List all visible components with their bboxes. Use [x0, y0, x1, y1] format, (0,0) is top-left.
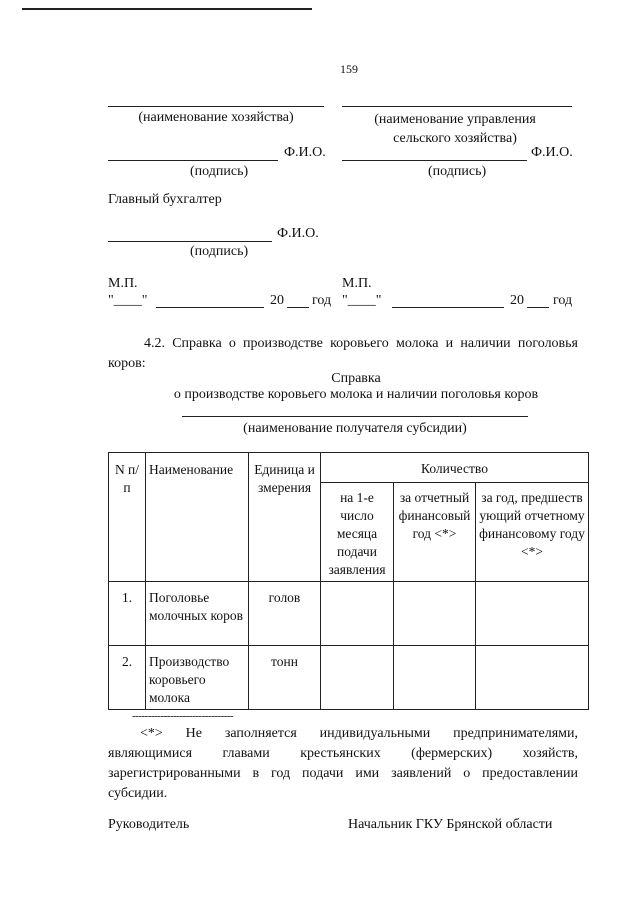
department-name-line	[342, 106, 572, 107]
form-title: Справка	[331, 371, 381, 386]
signature-line-left	[108, 160, 278, 161]
row-unit: тонн	[249, 646, 321, 710]
farm-name-line	[108, 106, 324, 107]
row-q2-cell	[394, 582, 476, 646]
accountant-fio-label: Ф.И.О.	[277, 226, 319, 241]
table-row	[109, 646, 589, 710]
fio-label-left: Ф.И.О.	[284, 145, 326, 160]
date-year-suffix-left: год	[312, 293, 332, 308]
page-number: 159	[340, 62, 358, 76]
row-name: Производство коровьего молока	[146, 646, 249, 710]
milk-production-table	[108, 452, 589, 710]
row-num: 2.	[109, 646, 146, 710]
signature-caption-left: (подпись)	[190, 164, 249, 179]
head-label: Руководитель	[108, 817, 190, 832]
top-rule	[22, 8, 312, 10]
stamp-right: М.П.	[342, 276, 372, 291]
table-row	[109, 582, 589, 646]
header-q3: за год, предшествующий отчетному финансовому году <*>	[476, 483, 589, 582]
row-name: Поголовье молочных коров	[146, 582, 249, 646]
signature-caption-right: (подпись)	[428, 164, 487, 179]
row-q3-cell	[476, 646, 589, 710]
header-quantity: Количество	[321, 453, 589, 483]
stamp-left: М.П.	[108, 276, 138, 291]
date-year-prefix-right: 20	[510, 293, 524, 308]
row-q3-cell	[476, 582, 589, 646]
date-quote-left: "____"	[108, 293, 148, 308]
row-q1-cell	[321, 582, 394, 646]
fio-label-right: Ф.И.О.	[531, 145, 573, 160]
row-unit: голов	[249, 582, 321, 646]
recipient-caption: (наименование получателя субсидии)	[243, 421, 467, 436]
footnote-text: <*> Не заполняется индивидуальными предпринимателями, являющимися главами крестьянских (фермерских) хозяйств, зарегистрированными в год подачи ими заявлений о предоставлении субсидии.	[108, 726, 578, 801]
recipient-name-line	[182, 416, 528, 417]
row-q1-cell	[321, 646, 394, 710]
header-q1: на 1-е число месяца подачи заявления	[321, 483, 394, 582]
date-year-line-right	[527, 307, 549, 308]
farm-name-caption: (наименование хозяйства)	[138, 110, 294, 125]
date-month-line-left	[156, 307, 264, 308]
footnote-separator: --------------------------------	[132, 710, 234, 722]
date-quote-right: "____"	[342, 293, 382, 308]
date-year-prefix-left: 20	[270, 293, 284, 308]
accountant-signature-caption: (подпись)	[190, 244, 249, 259]
row-num: 1.	[109, 582, 146, 646]
date-month-line-right	[392, 307, 504, 308]
signature-line-right	[342, 160, 527, 161]
chief-accountant-label: Главный бухгалтер	[108, 192, 222, 207]
department-name-caption: (наименование управления сельского хозяйства)	[374, 112, 536, 146]
header-q2: за отчетный финансовый год <*>	[394, 483, 476, 582]
date-year-suffix-right: год	[553, 293, 573, 308]
accountant-signature-line	[108, 241, 272, 242]
gku-head-label: Начальник ГКУ Брянской области	[348, 817, 553, 832]
header-name: Наименование	[146, 453, 249, 582]
header-unit: Единица измерения	[249, 453, 321, 582]
row-q2-cell	[394, 646, 476, 710]
section-intro: 4.2. Справка о производстве коровьего молока и наличии поголовья коров:	[108, 336, 578, 371]
form-subtitle: о производстве коровьего молока и наличии поголовья коров	[173, 387, 539, 402]
date-year-line-left	[287, 307, 309, 308]
header-num: N п/п	[109, 453, 146, 582]
